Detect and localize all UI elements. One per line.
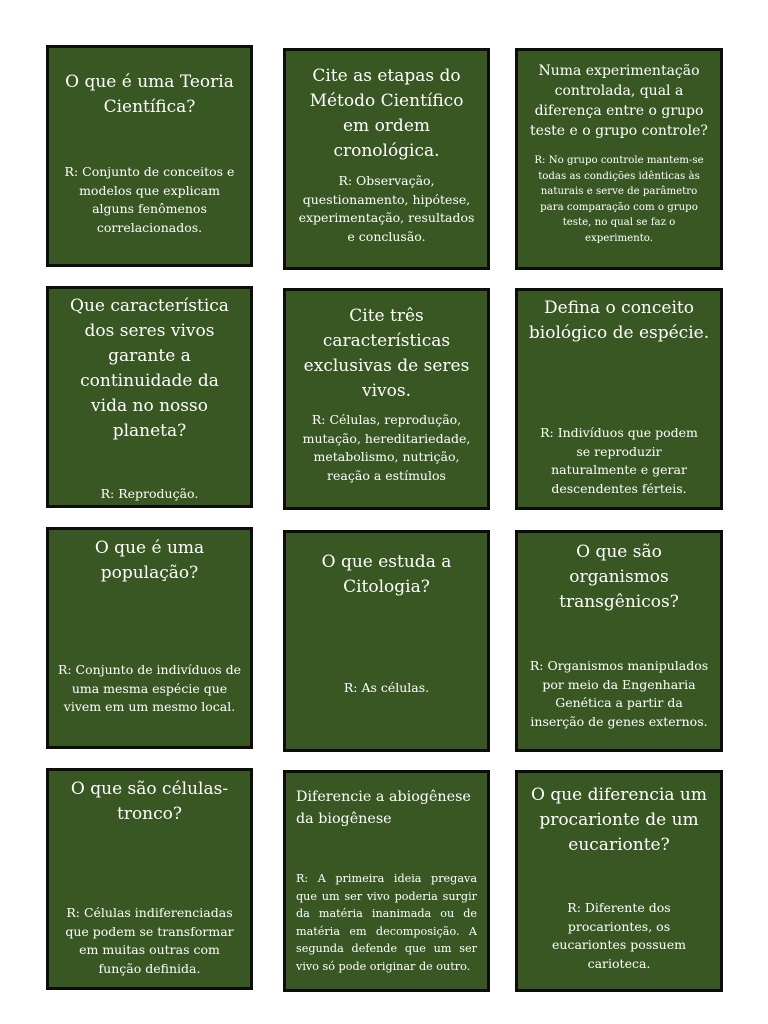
flashcard-citologia xyxy=(283,530,490,752)
flashcard-celulas-tronco xyxy=(46,768,253,990)
card-question: Defina o conceito biológico de espécie. xyxy=(528,298,710,343)
card-answer: R: A primeira ideia pregava que um ser vivo poderia surgir da matéria inanimada ou de matéria em decomposição. A segunda defende que um ser vivo só pode originar de outro. xyxy=(296,872,477,973)
card-answer: R: Observação, questionamento, hipótese, experimentação, resultados e conclusão. xyxy=(298,173,475,244)
card-answer: R: As células. xyxy=(343,680,430,695)
flashcard-conceito-especie xyxy=(515,288,723,510)
card-answer: R: Conjunto de conceitos e modelos que explicam alguns fenômenos correlacionados. xyxy=(64,164,235,235)
card-answer: R: Organismos manipulados por meio da Engenharia Genética a partir da inserção de genes externos. xyxy=(529,658,709,729)
flashcard-caracteristicas-seres-vivos xyxy=(283,288,490,510)
card-answer: R: No grupo controle mantem-se todas as condições idênticas às naturais e serve de parâmetro para comparação com o grupo teste, no qual se faz o experimento. xyxy=(534,155,704,244)
card-answer: R: Diferente dos procariontes, os eucariontes possuem carioteca. xyxy=(552,900,686,971)
flashcard-continuidade-vida xyxy=(46,286,253,508)
card-answer: R: Reprodução. xyxy=(100,486,199,501)
card-question: O que é uma população? xyxy=(94,538,205,583)
card-question: O que diferencia um procarionte de um eucarionte? xyxy=(530,785,707,855)
card-question: Cite três características exclusivas de seres vivos. xyxy=(303,306,470,401)
card-question: O que são organismos transgênicos? xyxy=(559,542,679,612)
card-question: Que característica dos seres vivos garante a continuidade da vida no nosso planeta? xyxy=(70,296,229,441)
flashcard-populacao xyxy=(46,527,253,749)
flashcard-transgenicos xyxy=(515,530,723,752)
card-question: O que são células-tronco? xyxy=(70,779,229,824)
card-question: Numa experimentação controlada, qual a diferença entre o grupo teste e o grupo controle? xyxy=(530,63,708,139)
card-answer: R: Conjunto de indivíduos de uma mesma espécie que vivem em um mesmo local. xyxy=(57,662,242,714)
flashcard-metodo-cientifico xyxy=(283,48,490,270)
card-answer: R: Células, reprodução, mutação, hereditariedade, metabolismo, nutrição, reação a estímulos xyxy=(302,412,471,483)
card-question: Cite as etapas do Método Científico em ordem cronológica. xyxy=(309,66,464,161)
flashcard-procarionte-eucarionte xyxy=(515,770,723,992)
flashcard-teoria-cientifica xyxy=(46,45,253,267)
card-question: O que estuda a Citologia? xyxy=(321,552,452,597)
card-question: O que é uma Teoria Científica? xyxy=(65,72,234,117)
card-answer: R: Células indiferenciadas que podem se transformar em muitas outras com função definida. xyxy=(65,905,234,976)
flashcard-experimentacao-controlada xyxy=(515,48,723,270)
card-question: Diferencie a abiogênese da biogênese xyxy=(296,789,471,827)
flashcard-abiogenese-biogenese xyxy=(283,770,490,992)
card-answer: R: Indivíduos que podem se reproduzir naturalmente e gerar descendentes férteis. xyxy=(540,425,698,496)
